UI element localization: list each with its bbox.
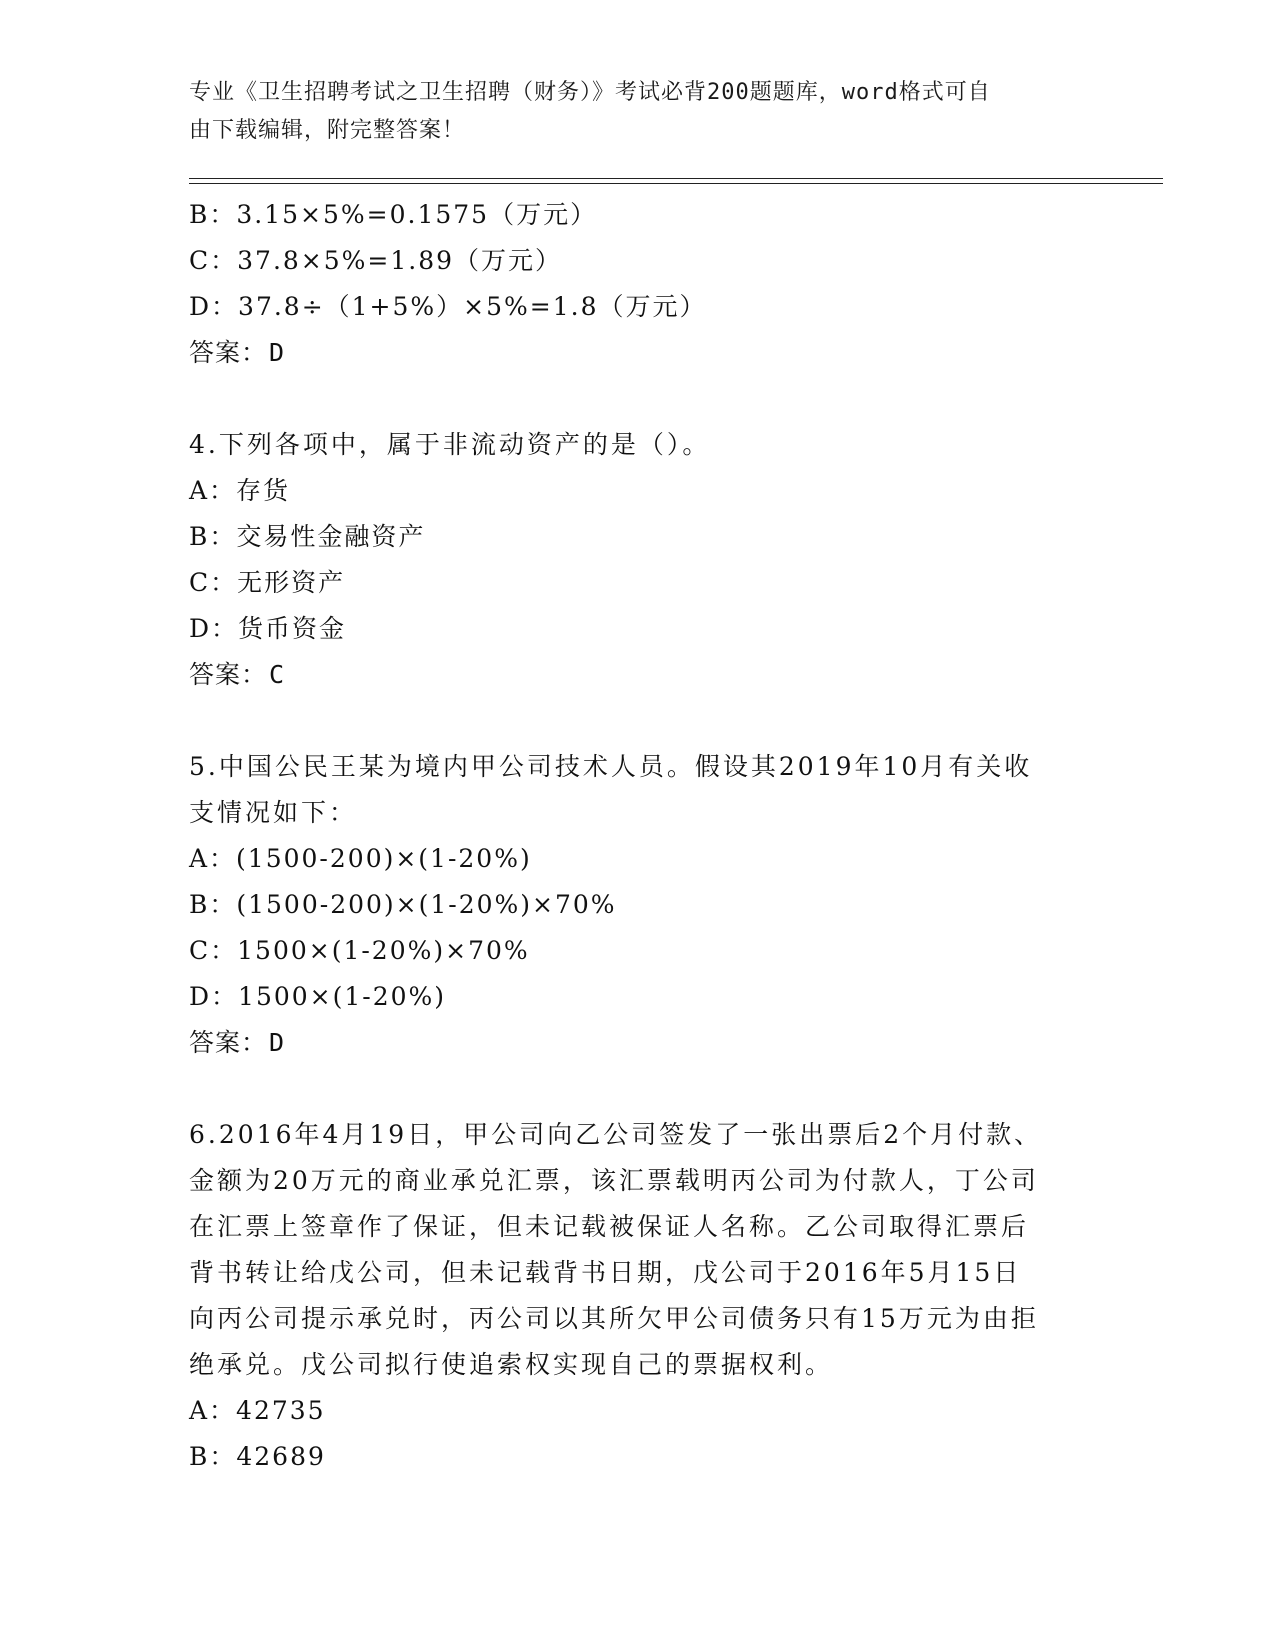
answer-label: 答案：: [189, 1028, 268, 1057]
option-c: C：1500×(1-20%)×70%: [189, 936, 530, 965]
answer-label: 答案：: [189, 660, 268, 689]
document-header: [189, 74, 1089, 150]
question-text-line-2: 支情况如下：: [189, 798, 358, 827]
answer-label: 答案：: [189, 338, 268, 367]
answer-value: D: [269, 338, 286, 367]
option-c: C：无形资产: [189, 568, 346, 597]
option-b: B：交易性金融资产: [189, 522, 426, 551]
question-5: [189, 744, 1089, 1066]
question-text-line-1: 6.2016年4月19日，甲公司向乙公司签发了一张出票后2个月付款、: [189, 1120, 1043, 1149]
option-c: C：37.8×5%=1.89（万元）: [189, 246, 563, 275]
header-divider-bottom: [189, 183, 1163, 184]
spacer: [189, 698, 1089, 744]
question-text-line-4: 背书转让给戊公司，但未记载背书日期，戊公司于2016年5月15日: [189, 1258, 1022, 1287]
option-d: D：37.8÷（1+5%）×5%=1.8（万元）: [189, 292, 707, 321]
question-text-line-2: 金额为20万元的商业承兑汇票，该汇票载明丙公司为付款人，丁公司: [189, 1166, 1039, 1195]
header-divider-top: [189, 178, 1163, 179]
option-d: D：1500×(1-20%): [189, 982, 447, 1011]
answer-line: [189, 1020, 1089, 1066]
question-list: [189, 192, 1089, 1480]
option-b: B：3.15×5%=0.1575（万元）: [189, 200, 598, 229]
spacer: [189, 376, 1089, 422]
option-b: B：42689: [189, 1442, 326, 1471]
question-text-line-5: 向丙公司提示承兑时，丙公司以其所欠甲公司债务只有15万元为由拒: [189, 1304, 1039, 1333]
header-line-2: 由下载编辑，附完整答案！: [189, 118, 466, 143]
option-a: A：存货: [189, 476, 291, 505]
option-a: A：(1500-200)×(1-20%): [189, 844, 532, 873]
question-6: [189, 1112, 1089, 1480]
answer-value: C: [269, 660, 286, 689]
question-text-line-6: 绝承兑。戊公司拟行使追索权实现自己的票据权利。: [189, 1350, 834, 1379]
spacer: [189, 1066, 1089, 1112]
question-text: 4.下列各项中，属于非流动资产的是（）。: [189, 430, 711, 459]
question-3: [189, 192, 1089, 376]
question-text-line-1: 5.中国公民王某为境内甲公司技术人员。假设其2019年10月有关收: [189, 752, 1033, 781]
option-a: A：42735: [189, 1396, 326, 1425]
answer-line: [189, 652, 1089, 698]
header-line-1: 专业《卫生招聘考试之卫生招聘（财务）》考试必背200题题库，word格式可自: [189, 80, 991, 105]
answer-value: D: [269, 1028, 286, 1057]
answer-line: [189, 330, 1089, 376]
question-text-line-3: 在汇票上签章作了保证，但未记载被保证人名称。乙公司取得汇票后: [189, 1212, 1030, 1241]
option-b: B：(1500-200)×(1-20%)×70%: [189, 890, 617, 919]
question-4: [189, 422, 1089, 698]
option-d: D：货币资金: [189, 614, 347, 643]
